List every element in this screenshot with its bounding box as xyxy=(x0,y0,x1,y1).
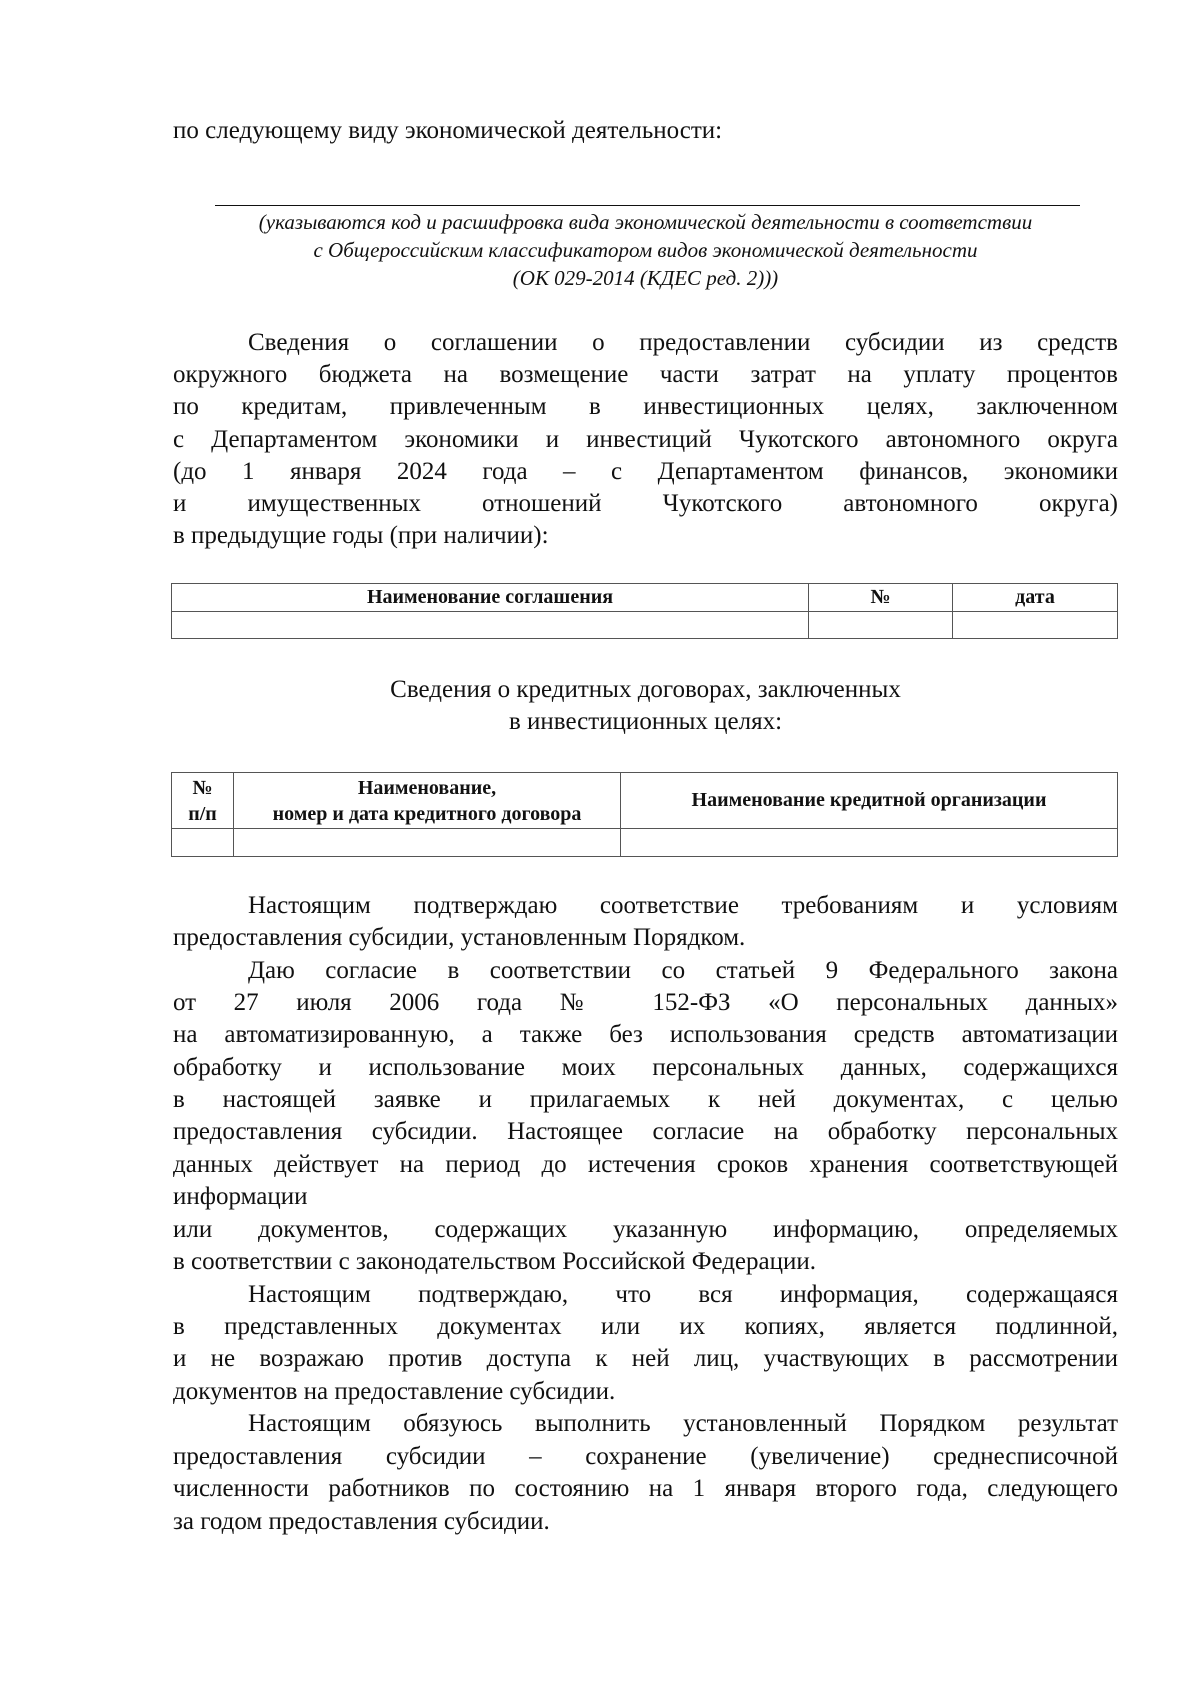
consent-line-3: на автоматизированную, а также без использования средств автоматизации xyxy=(173,1021,1118,1048)
agreement-date-cell[interactable] xyxy=(953,612,1118,639)
okved-hint-line-3: (ОК 029-2014 (КДЕС ред. 2))) xyxy=(512,266,779,290)
obligation-line-4: за годом предоставления субсидии. xyxy=(173,1508,550,1535)
consent-line-4: обработку и использование моих персональных данных, содержащихся xyxy=(173,1054,1118,1081)
confirm2-line-1: Настоящим подтверждаю, что вся информация, содержащаяся xyxy=(248,1281,1118,1308)
consent-line-6: предоставления субсидии. Настоящее согласие на обработку персональных xyxy=(173,1118,1118,1145)
header-credit-contract xyxy=(234,773,621,829)
consent-line-1: Даю согласие в соответствии со статьей 9 Федерального закона xyxy=(248,957,1118,984)
obligation-line-1: Настоящим обязуюсь выполнить установленный Порядком результат xyxy=(248,1410,1118,1437)
credit-heading-line-2: в инвестиционных целях: xyxy=(508,708,783,735)
header-row-number xyxy=(172,773,234,829)
consent-line-2: от 27 июля 2006 года № 152-ФЗ «О персональных данных» xyxy=(173,989,1118,1016)
agreement-line-6: и имущественных отношений Чукотского автономного округа) xyxy=(173,490,1118,517)
credit-table xyxy=(171,772,1118,857)
obligation-line-2: предоставления субсидии – сохранение (увеличение) среднесписочной xyxy=(173,1443,1118,1470)
intro-text: по следующему виду экономической деятельности: xyxy=(173,117,723,144)
confirm1-line-1: Настоящим подтверждаю соответствие требованиям и условиям xyxy=(248,892,1118,919)
credit-heading-line-1: Сведения о кредитных договорах, заключенных xyxy=(390,676,901,703)
confirm1-line-2: предоставления субсидии, установленным Порядком. xyxy=(173,924,746,951)
agreement-line-3: по кредитам, привлеченным в инвестиционных целях, заключенном xyxy=(173,393,1118,420)
header-credit-contract-line-1: Наименование, xyxy=(357,776,497,799)
agreement-line-5: (до 1 января 2024 года – с Департаментом финансов, экономики xyxy=(173,458,1118,485)
confirm2-line-3: и не возражаю против доступа к ней лиц, участвующих в рассмотрении xyxy=(173,1345,1118,1372)
agreement-name-cell[interactable] xyxy=(172,612,809,639)
credit-contract-cell[interactable] xyxy=(234,829,621,857)
consent-line-10: в соответствии с законодательством Российской Федерации. xyxy=(173,1248,817,1275)
agreement-table xyxy=(171,583,1118,639)
agreement-line-7: в предыдущие годы (при наличии): xyxy=(173,522,549,549)
credit-row-number-cell[interactable] xyxy=(172,829,234,857)
confirm2-line-4: документов на предоставление субсидии. xyxy=(173,1378,616,1405)
agreement-number-cell[interactable] xyxy=(809,612,953,639)
obligation-line-3: численности работников по состоянию на 1 января второго года, следующего xyxy=(173,1475,1118,1502)
agreement-line-1: Сведения о соглашении о предоставлении субсидии из средств xyxy=(248,329,1118,356)
okved-blank-line xyxy=(215,205,1080,206)
consent-line-9: или документов, содержащих указанную информацию, определяемых xyxy=(173,1216,1118,1243)
confirm2-line-2: в представленных документах или их копиях, является подлинной, xyxy=(173,1313,1118,1340)
agreement-line-2: окружного бюджета на возмещение части затрат на уплату процентов xyxy=(173,361,1118,388)
consent-line-8: информации xyxy=(173,1183,308,1210)
okved-hint-line-1: (указываются код и расшифровка вида экономической деятельности в соответствии xyxy=(258,210,1033,234)
header-row-number-line-1: № xyxy=(192,776,213,799)
header-agreement-date: дата xyxy=(953,584,1118,612)
header-credit-contract-line-2: номер и дата кредитного договора xyxy=(272,802,582,825)
agreement-line-4: с Департаментом экономики и инвестиций Чукотского автономного округа xyxy=(173,426,1118,453)
okved-hint-line-2: с Общероссийским классификатором видов экономической деятельности xyxy=(313,238,978,262)
header-agreement-name: Наименование соглашения xyxy=(172,584,809,612)
consent-line-7: данных действует на период до истечения сроков хранения соответствующей xyxy=(173,1151,1118,1178)
credit-organization-cell[interactable] xyxy=(621,829,1118,857)
header-agreement-number: № xyxy=(809,584,953,612)
header-credit-organization: Наименование кредитной организации xyxy=(621,773,1118,829)
consent-line-5: в настоящей заявке и прилагаемых к ней документах, с целью xyxy=(173,1086,1118,1113)
header-row-number-line-2: п/п xyxy=(188,802,217,825)
